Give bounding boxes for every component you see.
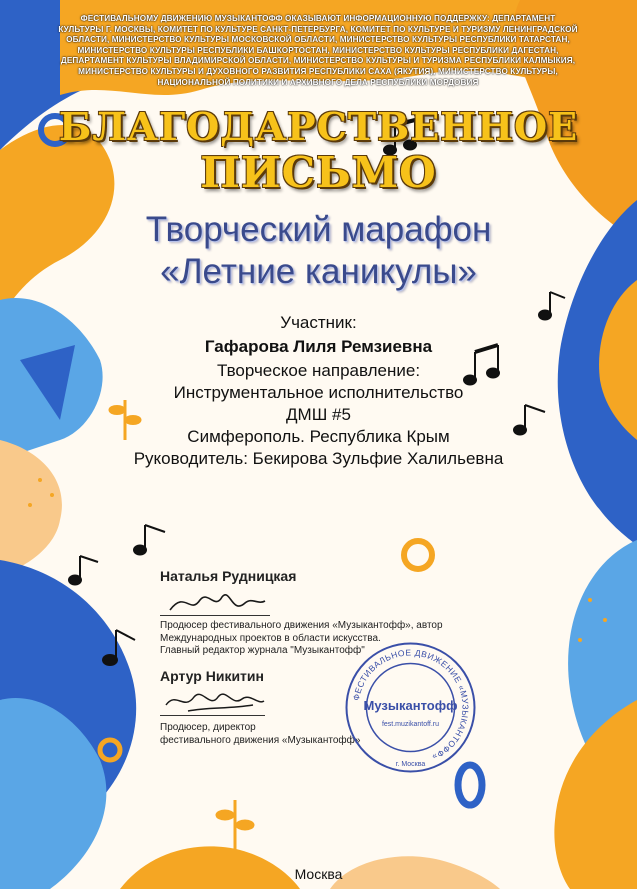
certificate-title-line1: БЛАГОДАРСТВЕННОЕ	[58, 104, 579, 149]
stamp-center-text: Музыкантофф	[363, 698, 458, 713]
direction-value: Инструментальное исполнительство	[173, 383, 464, 402]
certificate-title-line2: ПИСЬМО	[200, 148, 437, 197]
participant-label: Участник:	[280, 313, 357, 332]
signer1-desc-line: Продюсер фестивального движения «Музыкантофф», автор	[160, 620, 443, 631]
stamp-city-text: г. Москва	[395, 761, 426, 768]
signature-2	[158, 683, 268, 718]
city-footer: Москва	[294, 866, 343, 882]
stamp-ring-text: ФЕСТИВАЛЬНОЕ ДВИЖЕНИЕ «МУЗЫКАНТОФФ»	[350, 647, 471, 763]
direction-label: Творческое направление:	[216, 361, 421, 380]
signer1-name: Наталья Рудницкая	[160, 568, 297, 584]
support-text: ФЕСТИВАЛЬНОМУ ДВИЖЕНИЮ МУЗЫКАНТОФФ ОКАЗЫВАЮТ ИНФОРМАЦИОННУЮ ПОДДЕРЖКУ: ДЕПАРТАМЕНТ КУЛЬТУРЫ Г. МОСКВЫ, КОМИТЕТ ПО КУЛЬТУРЕ САНКТ-ПЕТЕРБУРГА, КОМИТЕТ ПО КУЛЬТУРЕ И ТУРИЗМУ ЛЕНИНГРАДСКОЙ ОБЛАСТИ, МИНИСТЕРСТВО КУЛЬТУРЫ МОСКОВСКОЙ ОБЛАСТИ, МИНИСТЕРСТВО КУЛЬТУРЫ РЕСПУБЛИКИ ТАТАРСТАН, МИНИСТЕРСТВО КУЛЬТУРЫ РЕСПУБЛИКИ БАШКОРТОСТАН, МИНИСТЕРСТВО КУЛЬТУРЫ РЕСПУБЛИКИ ДАГЕСТАН, ДЕПАРТАМЕНТ КУЛЬТУРЫ ВЛАДИМИРСКОЙ ОБЛАСТИ, МИНИСТЕРСТВО КУЛЬТУРЫ И ТУРИЗМА РЕСПУБЛИКИ КАЛМЫКИЯ, МИНИСТЕРСТВО КУЛЬТУРЫ И ДУХОВНОГО РАЗВИТИЯ РЕСПУБЛИКИ САХА (ЯКУТИЯ), МИНИСТЕРСТВО КУЛЬТУРЫ, НАЦИОНАЛЬНОЙ ПОЛИТИКИ И АРХИВНОГО ДЕЛА РЕСПУБЛИКИ МОРДОВИЯ	[58, 14, 578, 87]
stamp	[343, 640, 478, 775]
signer1-desc-line: Международных проектов в области искусства.	[160, 632, 381, 644]
signer2-desc	[160, 722, 360, 747]
event-title-line1: Творческий марафон	[145, 210, 492, 249]
signature-line-1	[160, 615, 270, 616]
event-title-line2: «Летние каникулы»	[160, 252, 477, 291]
signer2-desc-line: фестивального движения «Музыкантофф»	[160, 734, 361, 746]
signer2-name: Артур Никитин	[160, 668, 264, 684]
signer2-desc-line: Продюсер, директор	[160, 722, 256, 733]
location: Симферополь. Республика Крым	[187, 427, 450, 446]
stamp-site-text: fest.muzikantoff.ru	[381, 721, 440, 728]
supervisor: Руководитель: Бекирова Зульфие Халильевна	[133, 449, 504, 468]
signature-line-2	[160, 715, 265, 716]
school: ДМШ #5	[286, 405, 351, 424]
participant-name: Гафарова Лиля Ремзиевна	[204, 337, 433, 356]
signer1-desc-line: Главный редактор журнала "Музыкантофф"	[160, 645, 365, 656]
